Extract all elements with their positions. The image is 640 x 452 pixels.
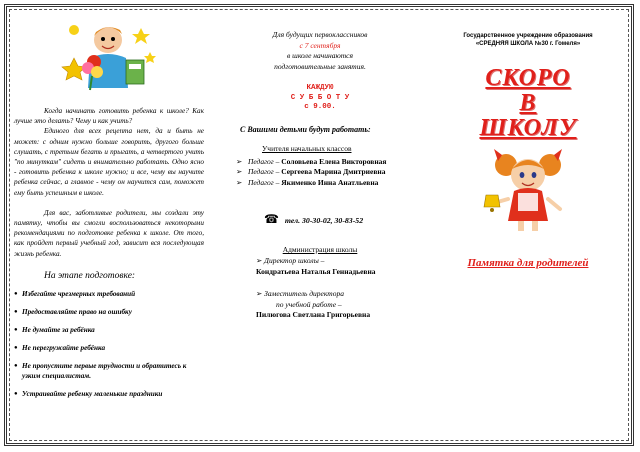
phone-icon: ☎: [264, 212, 279, 226]
deputy-role-1: Заместитель директора: [264, 289, 344, 298]
admin-title: Администрация школы: [282, 245, 358, 254]
schoolgirl-illustration: [430, 149, 626, 233]
advice-paragraph: Единого для всех рецепта нет, да и быть не может: с одним нужно больше говорить, другого больше слушать, с третьим бегать и прыгать, а четвертого учить "по минуткам" сидеть и внимательно работать. Одно ясно - готовить ребенка к школе нужно; и все, чему вы научите ребенка сейчас, а главное - чему он научится сам, поможет ему быть успешным в школе.: [14, 127, 204, 197]
column-left: [14, 12, 204, 440]
arrow-icon: ➢: [256, 256, 263, 265]
list-item: ● Не перегружайте ребёнка: [14, 343, 204, 353]
intro-line-3: подготовительные занятия.: [274, 61, 366, 71]
work-title: С Вашими детьми будут работать:: [240, 124, 371, 134]
teachers-list: [222, 157, 418, 189]
time-label: с 9.00.: [304, 103, 336, 111]
column-right: [430, 12, 626, 440]
list-item: ● Предоставляйте право на ошибку: [14, 307, 204, 317]
director-name: Кондратьева Наталья Геннадьевна: [256, 266, 376, 276]
title-soon: СКОРО: [485, 65, 571, 91]
organization-line-2: «СРЕДНЯЯ ШКОЛА №30 г. Гомеля»: [475, 41, 581, 47]
list-item: ➢ Педагог – Соловьева Елена Викторовная: [236, 156, 387, 166]
parents-paragraph: Для вас, заботливые родители, мы создали эту памятку, чтобы вы смогли воспользоваться некоторыми рекомендациями по подготовке ребенка к школе. От того, как пройдет первый учебный год, зависит вся последующая жизнь ребенка.: [14, 208, 204, 258]
deputy-role-2: по учебной работе –: [276, 299, 342, 309]
memo-title: Памятка для родителей: [467, 257, 589, 269]
start-date: с 7 сентября: [299, 40, 341, 50]
list-item: ➢ Педагог – Якименко Инна Анатльевна: [236, 177, 379, 187]
list-item: ➢ Педагог – Сергеева Марина Дмитриевна: [236, 167, 386, 176]
title-school: ШКОЛУ: [479, 115, 577, 141]
list-item: ● Не думайте за ребёнка: [14, 325, 204, 335]
stage-title: На этапе подготовке:: [44, 270, 136, 281]
saturday-label: С У Б Б О Т У: [290, 93, 350, 102]
teachers-title: Учителя начальных классов: [262, 143, 352, 153]
organization-line-1: Государственное учреждение образования: [463, 33, 593, 39]
deputy-name: Пилюгова Светлана Григорьевна: [256, 310, 371, 319]
tips-list: [14, 289, 204, 399]
title-in: В: [519, 90, 537, 116]
list-item: ● Избегайте чрезмерных требований: [14, 289, 204, 299]
column-middle: [222, 12, 418, 440]
intro-paragraph: Когда начинать готовить ребенка к школе? Как лучше это делать? Чему и как учить?: [14, 107, 204, 126]
list-item: ● Не пропустите первые трудности и обратитесь к узким специалистам.: [14, 361, 204, 381]
schoolboy-illustration: [14, 12, 204, 92]
director-role: Директор школы –: [264, 256, 325, 265]
phone-numbers: тел. 30-30-02, 30-83-52: [284, 216, 364, 225]
intro-line-1: Для будущих первоклассников: [272, 30, 368, 39]
intro-line-2: в школе начинаются: [287, 51, 353, 60]
every-label: КАЖДУЮ: [306, 84, 334, 92]
arrow-icon: ➢: [256, 289, 263, 298]
list-item: ● Устраивайте ребенку маленькие праздники: [14, 389, 204, 399]
